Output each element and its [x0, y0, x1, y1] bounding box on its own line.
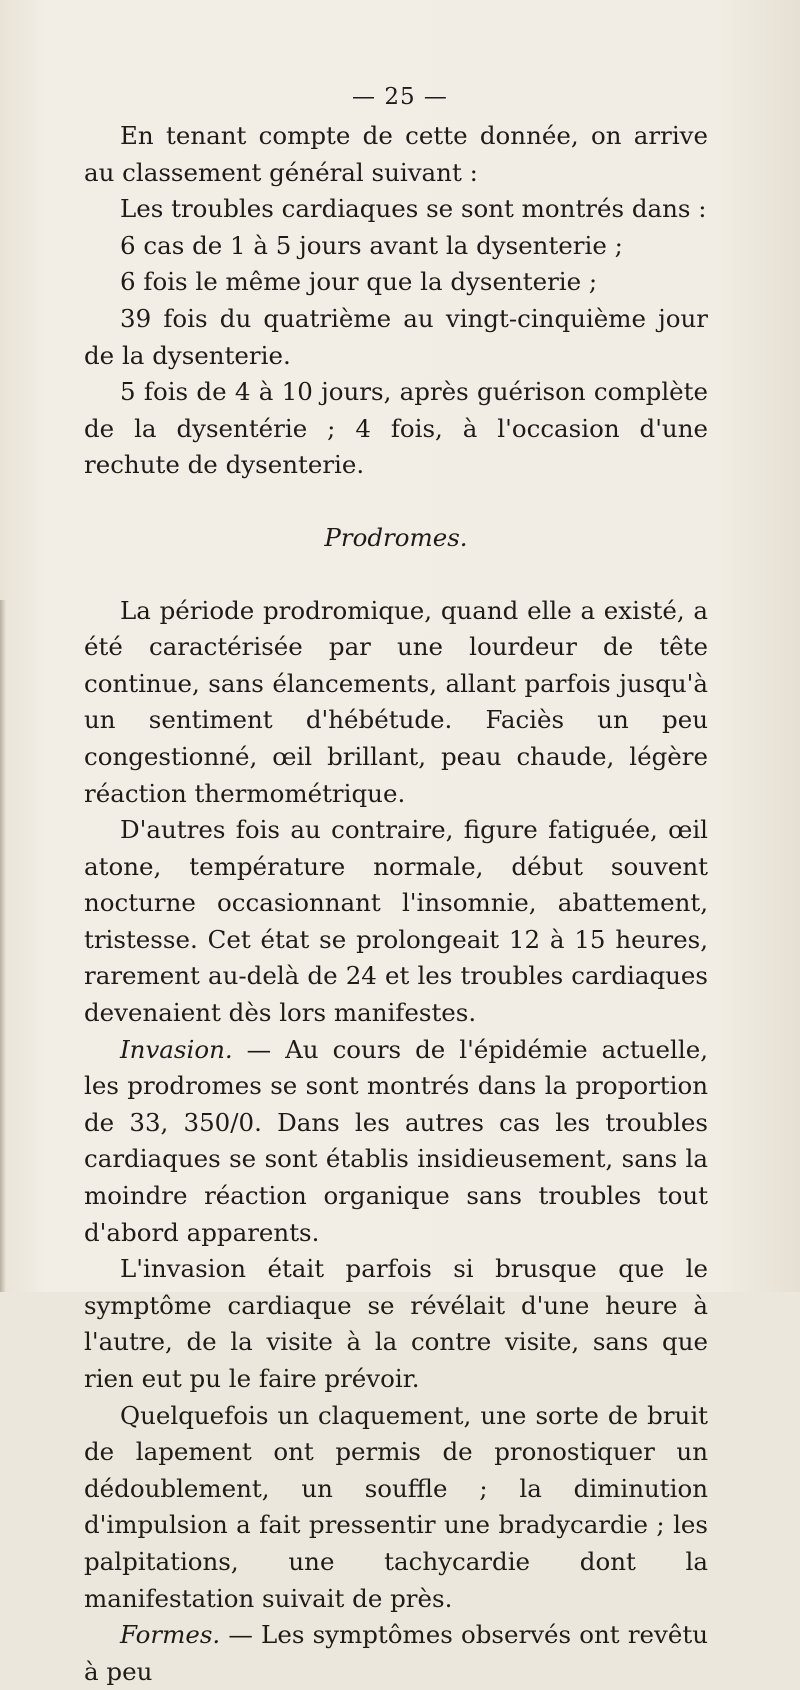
text-body [84, 118, 708, 1690]
paragraph: Quelquefois un claquement, une sorte de bruit de lapement ont permis de pronostiquer un dédoublement, un souffle ; la diminution d'impulsion a fait pressentir une bradycardie ; les palpitations, une tachycardie dont la manifestation suivait de près. [84, 1400, 708, 1613]
list-item: 6 cas de 1 à 5 jours avant la dysenterie ; [120, 230, 623, 260]
paragraph: D'autres fois au contraire, figure fatiguée, œil atone, température normale, début souvent nocturne occasionnant l'insomnie, abattement, tristesse. Cet état se prolongeait 12 à 15 heures, rarement au-delà de 24 et les troubles cardiaques devenaient dès lors manifestes. [84, 815, 708, 1028]
invasion-label: Invasion. [120, 1034, 233, 1064]
list-item: 39 fois du quatrième au vingt-cinquième jour de la dysenterie. [84, 303, 708, 370]
paragraph: La période prodromique, quand elle a existé, a été caractérisée par une lourdeur de tête continue, sans élancements, allant parfois jusqu'à un sentiment d'hébétude. Faciès un peu congestionné, œil brillant, peau chaude, légère réaction thermométrique. [84, 595, 708, 808]
paragraph: L'invasion était parfois si brusque que le symptôme cardiaque se révélait d'une heure à l'autre, de la visite à la contre visite, sans que rien eut pu le faire prévoir. [84, 1254, 708, 1393]
formes-text: — Les symptômes observés ont revêtu à peu [84, 1620, 708, 1686]
page-edge-shadow [0, 600, 6, 1292]
paragraph-formes [84, 1617, 708, 1690]
formes-label: Formes. [120, 1620, 221, 1650]
invasion-text: — Au cours de l'épidémie actuelle, les prodromes se sont montrés dans la proportion de 33, 350/0. Dans les autres cas les troubles cardiaques se sont établis insidieusement, sans la moindre réaction organique sans troubles tout d'abord apparents. [84, 1034, 708, 1247]
paragraph-invasion [84, 1032, 708, 1252]
list-item: 5 fois de 4 à 10 jours, après guérison complète de la dysentérie ; 4 fois, à l'occasion d'une rechute de dysenterie. [84, 377, 708, 480]
paragraph-intro: En tenant compte de cette donnée, on arrive au classement général suivant : [84, 121, 708, 187]
paragraph-list-title: Les troubles cardiaques se sont montrés dans : [120, 194, 707, 224]
list-item: 6 fois le même jour que la dysenterie ; [120, 267, 598, 297]
section-heading: Prodromes. [324, 522, 468, 552]
page-number: — 25 — [352, 84, 448, 110]
